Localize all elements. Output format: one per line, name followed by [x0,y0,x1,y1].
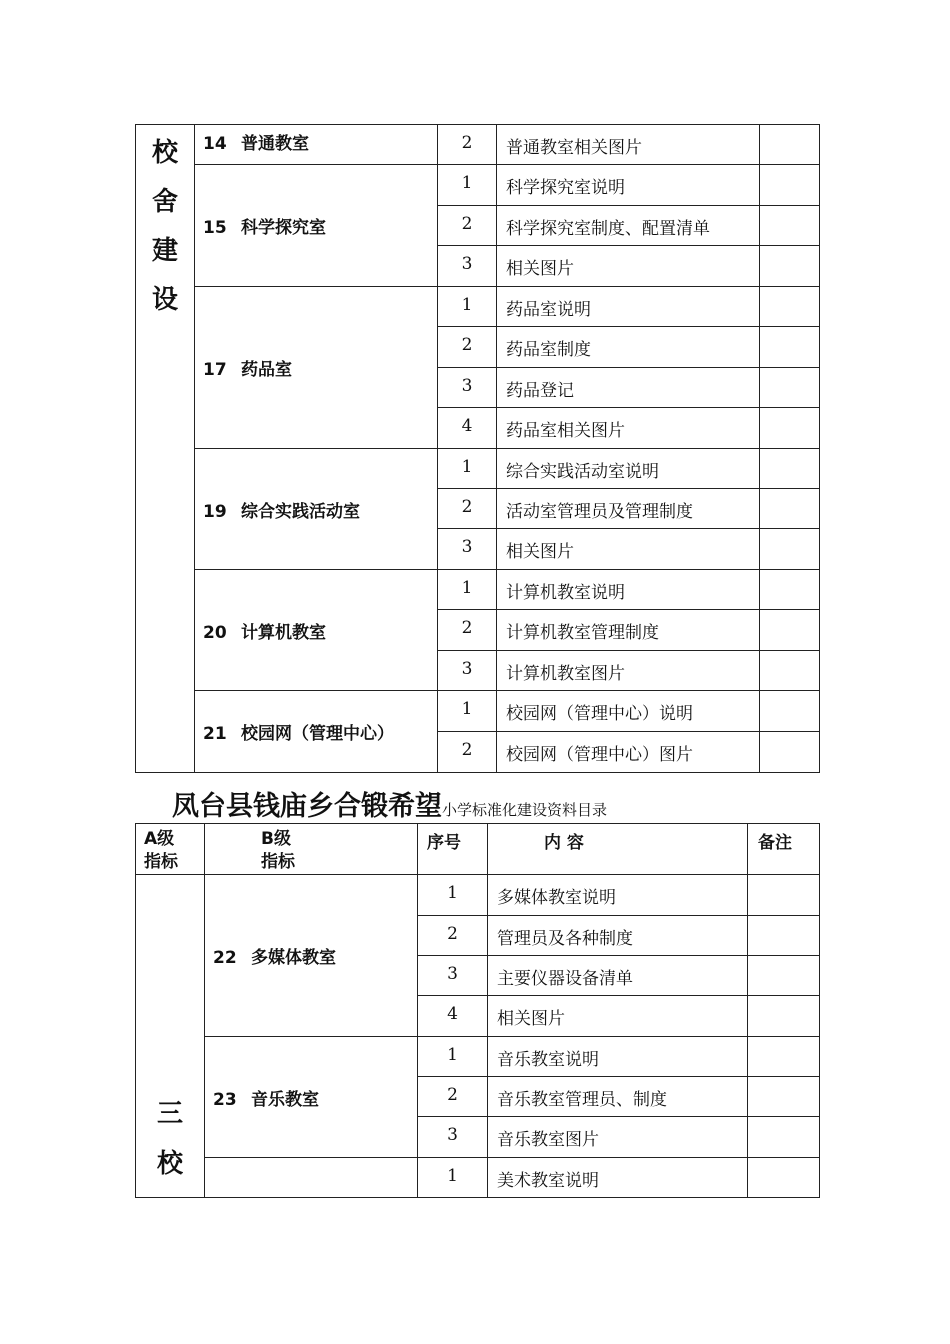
note-cell [760,651,820,691]
b-indicator: 17 药品室 [195,287,438,449]
b-indicator [205,1158,418,1198]
content-item: 相关图片 [488,996,748,1037]
content-item: 美术教室说明 [488,1158,748,1198]
seq-number: 3 [418,956,488,996]
category-label: 校 舍 建 设 [136,125,195,773]
note-cell [760,610,820,651]
header-b-indicator: B级 指标 [205,824,418,875]
content-item: 校园网（管理中心）图片 [497,732,760,773]
note-cell [760,125,820,165]
seq-number: 1 [438,165,497,206]
note-cell [760,246,820,287]
note-cell [760,408,820,449]
category-label: 三 校 [136,875,205,1198]
content-item: 药品室相关图片 [497,408,760,449]
seq-number: 2 [438,125,497,165]
b-indicator: 15 科学探究室 [195,165,438,287]
note-cell [760,206,820,246]
note-cell [760,327,820,368]
content-item: 主要仪器设备清单 [488,956,748,996]
note-cell [748,956,820,996]
content-item: 药品室制度 [497,327,760,368]
catalog-table-1 [135,124,820,773]
content-item: 科学探究室说明 [497,165,760,206]
note-cell [748,916,820,956]
seq-number: 1 [418,1037,488,1077]
seq-number: 2 [438,206,497,246]
header-a-indicator: A级 指标 [136,824,205,875]
seq-number: 4 [418,996,488,1037]
header-content: 内 容 [488,824,748,875]
seq-number: 2 [438,327,497,368]
catalog-table-2 [135,823,820,1198]
header-note: 备注 [748,824,820,875]
content-item: 活动室管理员及管理制度 [497,489,760,529]
content-item: 相关图片 [497,529,760,570]
note-cell [760,287,820,327]
content-item: 普通教室相关图片 [497,125,760,165]
content-item: 科学探究室制度、配置清单 [497,206,760,246]
b-indicator: 20 计算机教室 [195,570,438,691]
content-item: 药品登记 [497,368,760,408]
seq-number: 1 [418,1158,488,1198]
b-indicator: 21 校园网（管理中心） [195,691,438,773]
seq-number: 2 [438,489,497,529]
seq-number: 1 [438,287,497,327]
content-item: 相关图片 [497,246,760,287]
header-seq: 序号 [418,824,488,875]
seq-number: 4 [438,408,497,449]
content-item: 综合实践活动室说明 [497,449,760,489]
content-item: 音乐教室说明 [488,1037,748,1077]
b-indicator: 23 音乐教室 [205,1037,418,1158]
seq-number: 1 [438,449,497,489]
seq-number: 2 [418,1077,488,1117]
note-cell [760,165,820,206]
content-item: 计算机教室说明 [497,570,760,610]
seq-number: 3 [418,1117,488,1158]
seq-number: 2 [438,610,497,651]
note-cell [760,368,820,408]
seq-number: 2 [438,732,497,773]
content-item: 音乐教室图片 [488,1117,748,1158]
note-cell [748,1158,820,1198]
seq-number: 1 [418,875,488,916]
seq-number: 3 [438,529,497,570]
b-indicator: 14 普通教室 [195,125,438,165]
content-item: 计算机教室图片 [497,651,760,691]
seq-number: 3 [438,246,497,287]
title-main: 凤台县钱庙乡合锻希望 [172,791,442,822]
content-item: 音乐教室管理员、制度 [488,1077,748,1117]
seq-number: 2 [418,916,488,956]
seq-number: 3 [438,368,497,408]
note-cell [760,570,820,610]
note-cell [760,691,820,732]
b-indicator: 22 多媒体教室 [205,875,418,1037]
note-cell [748,875,820,916]
seq-number: 1 [438,570,497,610]
note-cell [748,1037,820,1077]
content-item: 多媒体教室说明 [488,875,748,916]
note-cell [760,732,820,773]
note-cell [748,1117,820,1158]
note-cell [760,529,820,570]
note-cell [760,449,820,489]
content-item: 药品室说明 [497,287,760,327]
content-item: 校园网（管理中心）说明 [497,691,760,732]
note-cell [748,996,820,1037]
note-cell [760,489,820,529]
content-item: 管理员及各种制度 [488,916,748,956]
b-indicator: 19 综合实践活动室 [195,449,438,570]
note-cell [748,1077,820,1117]
document-title [172,784,607,823]
seq-number: 1 [438,691,497,732]
seq-number: 3 [438,651,497,691]
title-sub: 小学标准化建设资料目录 [442,801,608,819]
content-item: 计算机教室管理制度 [497,610,760,651]
